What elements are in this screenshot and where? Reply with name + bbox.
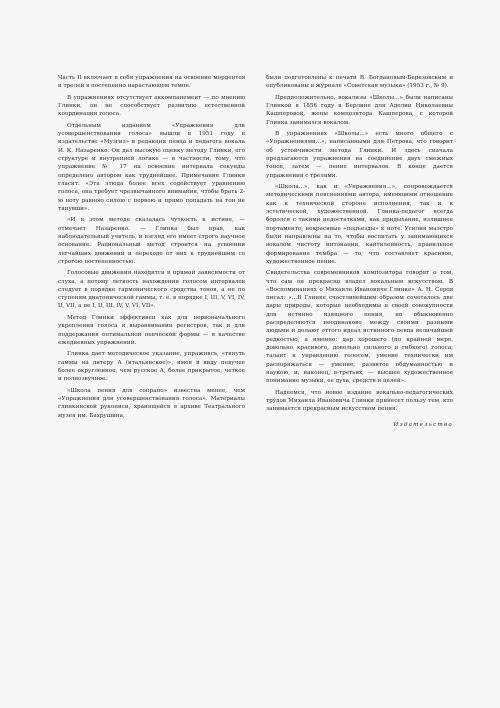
paragraph: Предположительно, вокализы «Школы...» были написаны Глинкой в 1856 году в Берлине для Аделии Николаевны Кашперовой, жены композитора Кашперова, с которой Глинка занимался вокалом. — [266, 94, 453, 126]
paragraph: Глинка дает методическое указание, упражнясь, «тянуть гаммы на литеру А (итальянское)», имея в виду певучее более округленное, чем русское А, более прикрытое, четкое и полнозвучное. — [58, 351, 245, 383]
paragraph: Часть II включает в себя упражнения на освоение мордентов и трелей в постепенно нарастающем темпе. — [58, 75, 245, 90]
text-columns — [58, 74, 462, 428]
paragraph: Надеемся, что новое издание вокально-педагогических трудов Михаила Ивановича Глинки принесет пользу тем, кто занимается прекрасным искусством пения. — [266, 389, 453, 413]
paragraph: В упражнениях «Школы...» есть много общего с «Упражнениями...», написанными для Петрова, что говорит об устойчивости метода Глинки. И здесь сначала предлагаются упражнения на соединение двух смежных тонов, затем — пение интервалов. В конце дается упражнения с трелями. — [266, 131, 453, 179]
right-column — [266, 74, 453, 428]
paragraph: Отдельным изданием «Упражнения для усовершенствования голоса» вышли в 1951 году в издательстве «Музгиз» в редакции певца и педагога вокала И. К. Назаренко. Он дал высокую оценку методу Глинки, его структуре и внутренней логике — в частности, тому, что упражнение № 17 на освоение интервала секунды определено автором как труднейшее. Примечание Глинки гласит: «Эта этюда более всех содействует уравнению голоса, она требует чрезвычайного внимания, чтобы брать 2-ю ноту равною силою с первою и прямо попадать на тон не тянувши». — [58, 122, 245, 212]
left-column — [58, 74, 245, 428]
publisher-signature: Издательство — [393, 421, 453, 428]
paragraph: были подготовлены к печати В. Богдановым-Березовским и опубликованы в журнале «Советская музыка» (1953 г., № 9). — [266, 75, 453, 90]
paragraph: Метод Глинки эффективен как для первоначального укрепления голоса и выравнивания регистров, так и для поддержания оптимальной певческой формы — в качестве ежедневных упражнений. — [58, 314, 245, 346]
paragraph: «Школа пения для сопрано» известна менее, чем «Упражнения для усовершенствования голоса». Материалы глинкинской рукописи, хранящейся в архиве Театрального музея им. Бахрушина, — [58, 387, 245, 419]
paragraph: В упражнениях отсутствует аккомпанемент — по мнению Глинки, он не способствует развитию естественной координации голоса. — [58, 94, 245, 118]
paragraph: «Школа...», как и «Упражнения...», сопровождается методическими пояснениями автора, имеющими отношение как к технической стороне исполнения, так и к эстетической, художественной. Глинка-педагог всегда боролся с такими недостатками, как придыхание, излишнее портаменто, некрасивые «подъезды» к ноте. Усилия маэстро были направлены на то, чтобы воспитать у занимающихся вокалом чистоту интонации, кантиленность, правильное формирование тембра — то, что составляет красивое, художественное пение. — [266, 184, 453, 265]
paragraph: Свидетельства современников композитора говорят о том, что сам он прекрасно владел вокальным искусством. В «Воспоминаниях о Михаиле Ивановиче Глинке» А. Н. Серов писал: «...В Глинке счастливейшим образом сочеталось две дары природы, которые необходимы в своей совокупности для истинно изящного пения, но обыкновенно распределяются неодинаково между своими разными людьми и делают оттого идеал истинного певца величайшей редкостью, а именно: дар хорошего (по крайней мере, довольно красивого, довольно сильного и гибкого) голоса; талант к управлению голосом, умение технически им распоряжаться — умение, развитое обдуманностью и наукою, и, наконец, в-третьих, — высшее художественное понимание музыки, ее духа, средств и целей». — [266, 270, 453, 385]
paragraph: Голосовые движения находятся в прямой зависимости от слуха, а потому легкость нахождения голосом интервалов следует в порядке гармонического сродства тонов, а не по ступеням диатонической гаммы, т. е. в порядке I, III, V, VI, IV, II, VII, а не I, II, III, IV, V, VI, VII». — [58, 270, 245, 310]
paragraph: «И в этом методе сказалась чуткость к истине, — отмечает Назаренко. — Глинка был прав, как наблюдательный учитель, и взгляд его имеет строго научное основание. Рациональный метод строится на усвоении легчайших движений и переходе от них к труднейшим со строгою постепенностью. — [58, 217, 245, 265]
